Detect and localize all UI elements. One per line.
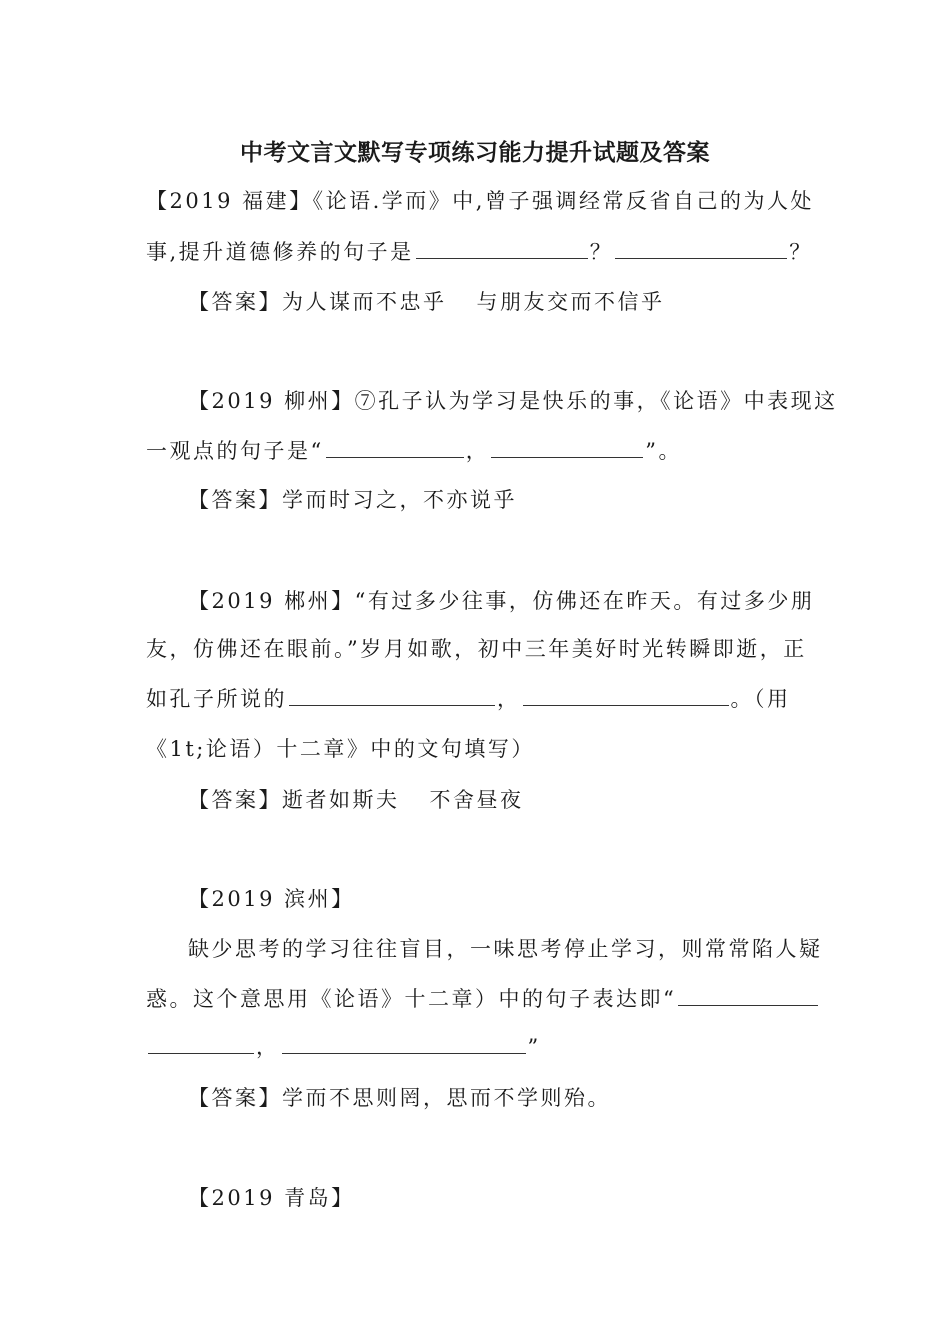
q2-line-1: 【2019 柳州】⑦孔子认为学习是快乐的事，《论语》中表现这 (188, 389, 838, 413)
q3-blank-2 (523, 687, 729, 706)
q2-comma: ， (465, 439, 490, 463)
q3-answer (188, 785, 524, 815)
q3-line-3-text: 如孔子所说的 (146, 687, 287, 711)
q5-heading: 【2019 青岛】 (188, 1186, 355, 1210)
q1-blank-2 (615, 240, 787, 259)
q4-line-3 (146, 1032, 541, 1062)
q4-comma: ， (256, 1035, 280, 1059)
q4-line-3-end: ” (527, 1035, 541, 1059)
q1-question-mark-2: ？ (789, 240, 813, 264)
q1-line-2 (146, 237, 813, 267)
document-title: 中考文言文默写专项练习能力提升试题及答案 (240, 140, 710, 166)
q1-blank-1 (416, 240, 588, 259)
q2-answer (188, 485, 517, 515)
q3-line-3 (146, 684, 791, 714)
q4-line-2 (146, 984, 820, 1014)
q4-line-1: 缺少思考的学习往往盲目，一味思考停止学习，则常常陷人疑 (188, 937, 823, 961)
q4-answer (188, 1083, 611, 1113)
q4-answer-label: 【答案】 (188, 1086, 282, 1110)
q2-answer-label: 【答案】 (188, 488, 282, 512)
q4-blank-1-start (678, 987, 818, 1006)
q4-heading: 【2019 滨州】 (188, 887, 355, 911)
q1-line-2-text: 事,提升道德修养的句子是 (146, 240, 414, 264)
q3-answer-a: 逝者如斯夫 (282, 788, 400, 812)
q1-answer-label: 【答案】 (188, 290, 282, 314)
q3-answer-label: 【答案】 (188, 788, 282, 812)
q1-answer-a: 为人谋而不忠乎 (282, 290, 447, 314)
q3-answer-b: 不舍昼夜 (429, 788, 524, 812)
q3-line-3-end: 。（用 (730, 687, 791, 711)
q2-blank-1 (326, 439, 464, 458)
q3-blank-1 (289, 687, 495, 706)
q4-line-2-text: 惑。这个意思用《论语》十二章）中的句子表达即“ (146, 987, 677, 1011)
q1-answer-b: 与朋友交而不信乎 (476, 290, 665, 314)
q2-line-2 (146, 436, 682, 466)
q3-line-2: 友，仿佛还在眼前。”岁月如歌，初中三年美好时光转瞬即逝，正 (146, 637, 807, 661)
q3-comma: ， (497, 687, 521, 711)
q2-answer-text: 学而时习之，不亦说乎 (282, 488, 517, 512)
q3-line-1: 【2019 郴州】“有过多少往事，仿佛还在昨天。有过多少朋 (188, 589, 815, 613)
q1-line-1: 【2019 福建】《论语.学而》中,曾子强调经常反省自己的为人处 (146, 189, 814, 213)
q4-blank-2 (282, 1035, 526, 1054)
q2-line-2-end: ”。 (645, 439, 682, 463)
q1-answer (188, 287, 665, 317)
q1-question-mark-1: ？ (589, 240, 614, 264)
q4-answer-text: 学而不思则罔，思而不学则殆。 (282, 1086, 611, 1110)
q3-line-4: 《1t;论语）十二章》中的文句填写） (146, 737, 535, 761)
q2-line-2-text: 一观点的句子是“ (146, 439, 324, 463)
q2-blank-2 (491, 439, 643, 458)
q4-blank-1-end (148, 1035, 254, 1054)
